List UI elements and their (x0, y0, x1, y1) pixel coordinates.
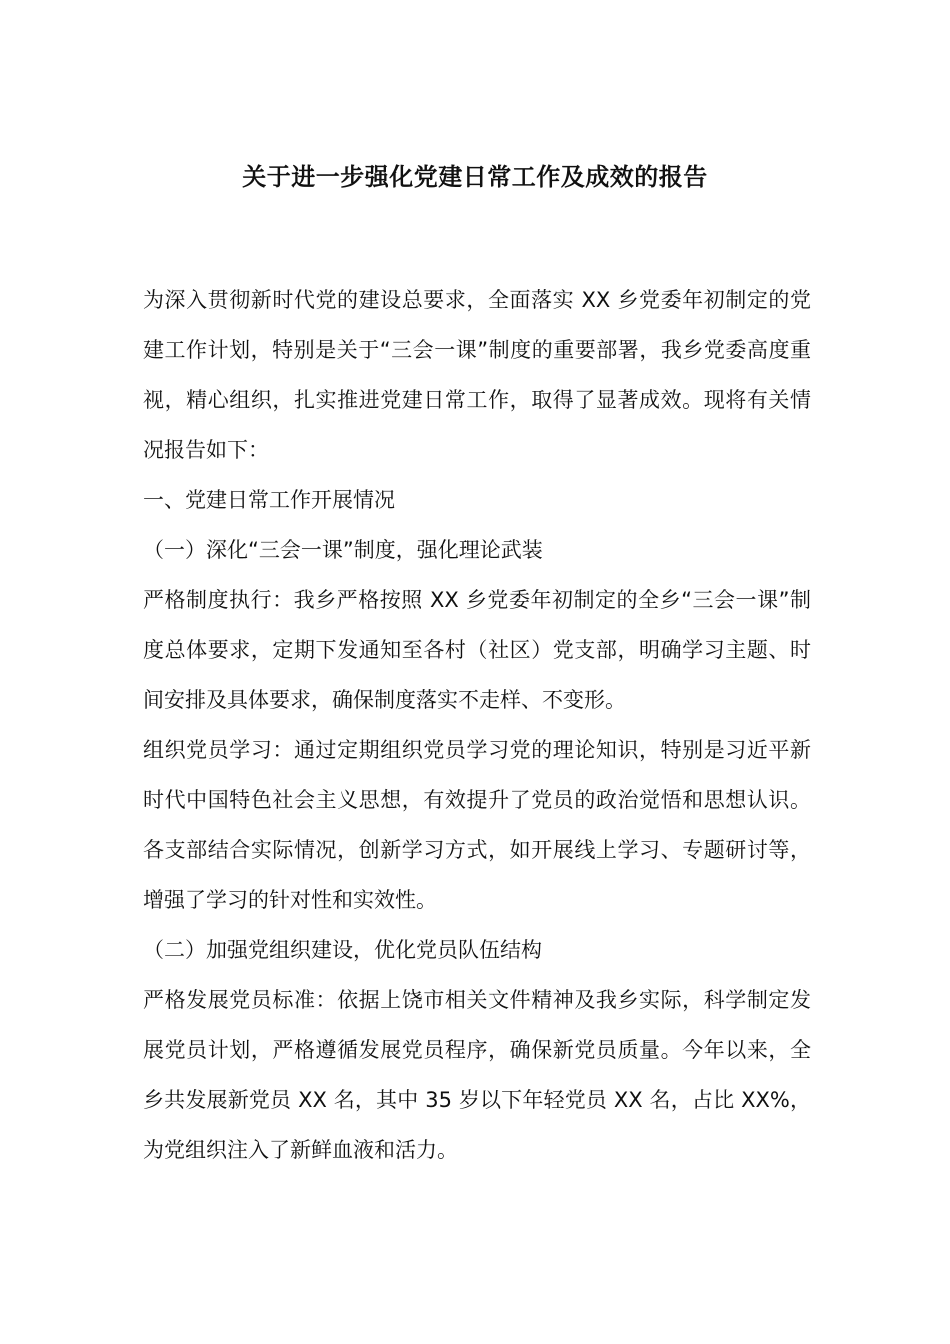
paragraph-system-execution: 严格制度执行：我乡严格按照 XX 乡党委年初制定的全乡“三会一课”制度总体要求，定期下发通知至各村（社区）党支部，明确学习主题、时间安排及具体要求，确保制度落实不走样、不变形。 (143, 588, 811, 712)
paragraph-member-study: 组织党员学习：通过定期组织党员学习党的理论知识，特别是习近平新时代中国特色社会主义思想，有效提升了党员的政治觉悟和思想认识。各支部结合实际情况，创新学习方式，如开展线上学习、专题研讨等，增强了学习的针对性和实效性。 (143, 738, 811, 912)
section-heading-1: 一、党建日常工作开展情况 (143, 488, 395, 512)
subsection-heading-1: （一）深化“三会一课”制度，强化理论武装 (143, 538, 543, 562)
subsection-heading-2: （二）加强党组织建设，优化党员队伍结构 (143, 938, 542, 962)
document-title: 关于进一步强化党建日常工作及成效的报告 (242, 163, 708, 191)
paragraph-member-development: 严格发展党员标准：依据上饶市相关文件精神及我乡实际，科学制定发展党员计划，严格遵循发展党员程序，确保新党员质量。今年以来，全乡共发展新党员 XX 名，其中 35 岁以下年轻党员 XX 名，占比 XX%，为党组织注入了新鲜血液和活力。 (143, 988, 811, 1162)
paragraph-intro: 为深入贯彻新时代党的建设总要求，全面落实 XX 乡党委年初制定的党建工作计划，特别是关于“三会一课”制度的重要部署，我乡党委高度重视，精心组织，扎实推进党建日常工作，取得了显著成效。现将有关情况报告如下： (143, 288, 811, 462)
document-body (143, 275, 811, 1175)
